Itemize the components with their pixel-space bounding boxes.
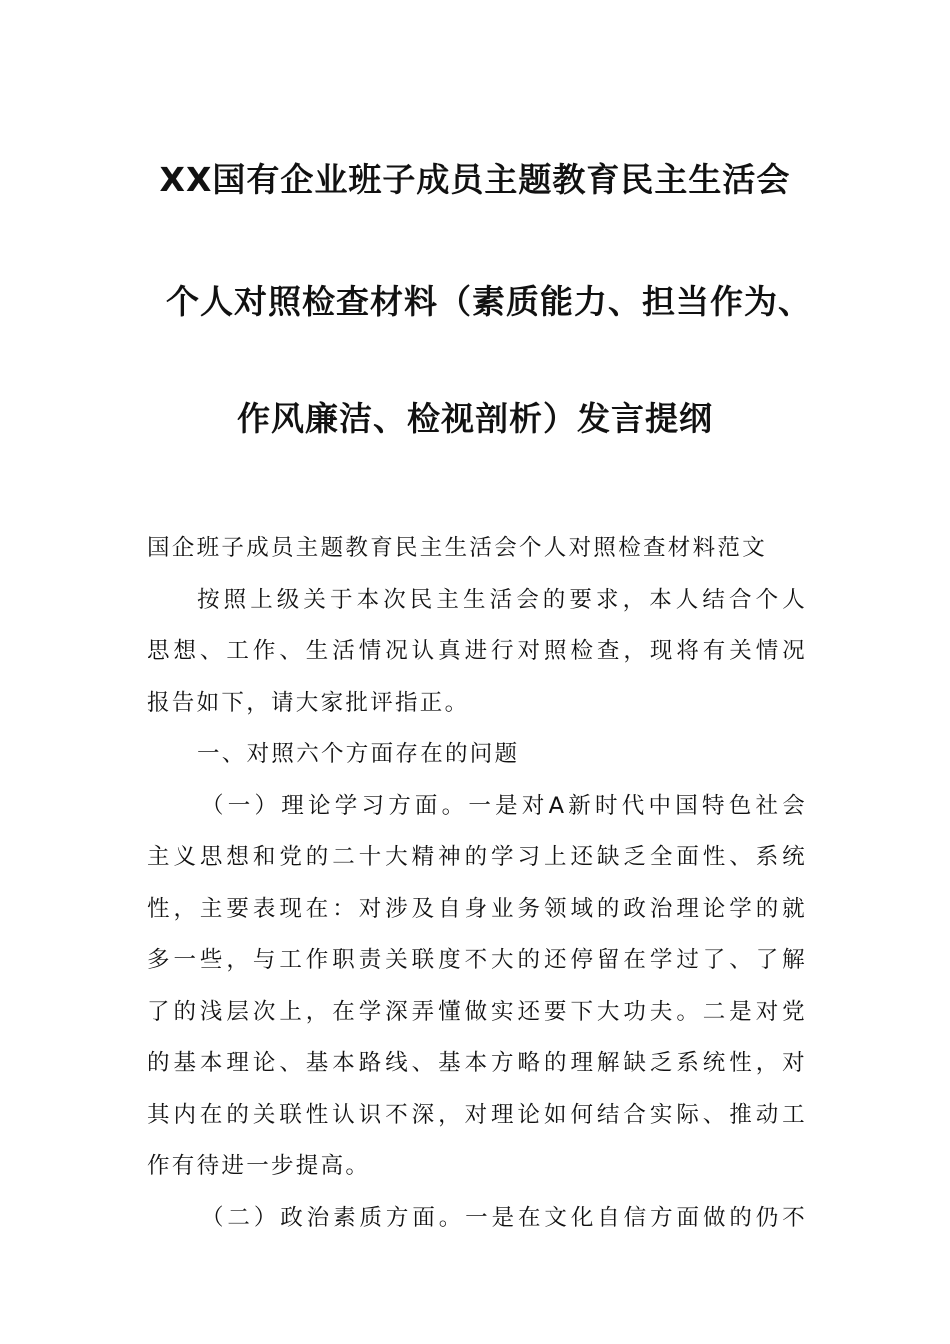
paragraph-line: 报告如下，请大家批评指正。 bbox=[147, 689, 470, 716]
paragraph-line: 性，主要表现在：对涉及自身业务领域的政治理论学的就 bbox=[147, 895, 807, 922]
subtitle-line: 国企班子成员主题教育民主生活会个人对照检查材料范文 bbox=[147, 535, 768, 561]
paragraph-line: 主义思想和党的二十大精神的学习上还缺乏全面性、系统 bbox=[147, 844, 807, 870]
paragraph-line: 多一些，与工作职责关联度不大的还停留在学过了、了解 bbox=[147, 947, 807, 973]
document-title-line-3: 作风廉洁、检视剖析）发言提纲 bbox=[237, 399, 713, 438]
paragraph-line: （一）理论学习方面。一是对A新时代中国特色社会 bbox=[201, 792, 807, 819]
paragraph-line: 作有待进一步提高。 bbox=[147, 1153, 371, 1179]
document-body bbox=[147, 523, 807, 1244]
section-heading: 一、对照六个方面存在的问题 bbox=[197, 741, 520, 767]
paragraph-line: 其内在的关联性认识不深，对理论如何结合实际、推动工 bbox=[147, 1101, 807, 1128]
document-title-line-2: 个人对照检查材料（素质能力、担当作为、 bbox=[166, 282, 812, 321]
paragraph-line: 按照上级关于本次民主生活会的要求，本人结合个人 bbox=[197, 586, 807, 613]
paragraph-line: 了的浅层次上，在学深弄懂做实还要下大功夫。二是对党 bbox=[147, 998, 807, 1025]
paragraph-line: （二）政治素质方面。一是在文化自信方面做的仍不 bbox=[201, 1204, 807, 1231]
document-title-line-1: XX国有企业班子成员主题教育民主生活会 bbox=[159, 160, 791, 199]
paragraph-line: 思想、工作、生活情况认真进行对照检查，现将有关情况 bbox=[147, 638, 807, 664]
paragraph-line: 的基本理论、基本路线、基本方略的理解缺乏系统性，对 bbox=[147, 1050, 807, 1076]
